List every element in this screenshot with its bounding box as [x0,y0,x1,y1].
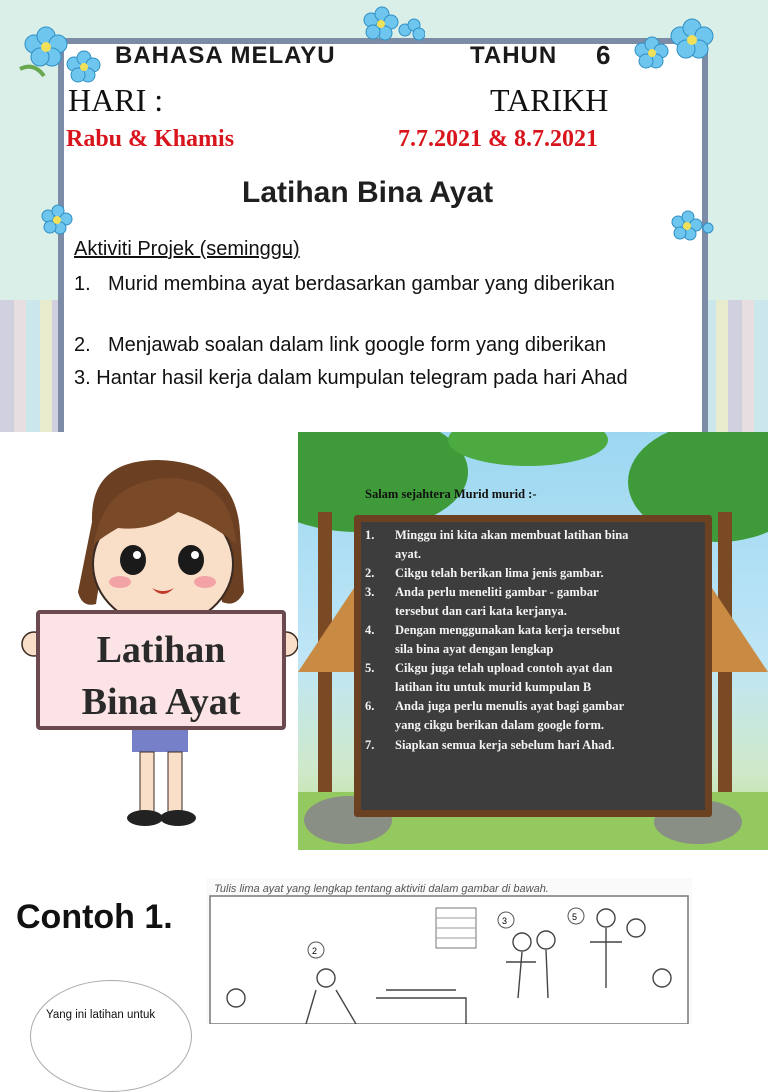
svg-text:3: 3 [502,916,508,926]
flower-small-left-icon [34,202,82,238]
day-label: HARI : [68,82,164,118]
step-number: 2. [74,334,91,356]
board-item-text: Minggu ini kita akan membuat latihan bina [395,528,629,542]
step-number: 3. [74,367,91,389]
lesson-title: Latihan Bina Ayat [242,176,494,209]
year-label: TAHUN [470,42,558,69]
flower-cluster-left-icon [14,14,114,84]
svg-text:5: 5 [572,912,578,922]
activity-step [74,331,704,360]
step-text: Murid membina ayat berdasarkan gambar yang diberikan [108,273,615,295]
board-item-text: Anda juga perlu menulis ayat bagi gambar [395,699,625,713]
activity-heading: Aktiviti Projek (seminggu) [74,238,300,260]
board-item-text: Cikgu telah berikan lima jenis gambar. [395,566,604,580]
board-item-text: Siapkan semua kerja sebelum hari Ahad. [395,738,615,752]
board-greeting: Salam sejahtera Murid murid :- [365,487,537,501]
flower-cluster-top-icon [355,2,425,46]
board-item-number: 7. [365,738,375,752]
board-item-number: 1. [365,528,375,542]
board-item-number: 3. [365,585,375,599]
flower-small-right-icon [664,208,720,244]
example-worksheet-image [206,878,692,1024]
subject-title: BAHASA MELAYU [115,42,336,69]
sign-text-line1: Latihan [96,629,226,671]
board-item-text: Cikgu juga telah upload contoh ayat dan [395,661,613,675]
worksheet-instruction: Tulis lima ayat yang lengkap tentang aktiviti dalam gambar di bawah. [214,883,549,895]
board-item-text: Anda perlu meneliti gambar - gambar [395,585,599,599]
activity-step [74,364,694,393]
year-number: 6 [596,40,611,70]
board-item-text: yang cikgu berikan dalam google form. [395,718,605,732]
board-item-text: tersebut dan cari kata kerjanya. [395,604,567,618]
board-item-text: ayat. [395,547,422,561]
board-item-text: latihan itu untuk murid kumpulan B [395,680,592,694]
board-item-number: 5. [365,661,375,675]
worksheet-sketch-illustration [206,878,692,1024]
date-label: TARIKH [490,82,609,118]
example-heading: Contoh 1. [16,898,173,936]
step-text: Menjawab soalan dalam link google form yang diberikan [108,334,607,356]
note-bubble [30,980,192,1092]
board-item-text: Dengan menggunakan kata kerja tersebut [395,623,621,637]
day-value: Rabu & Khamis [66,126,235,152]
step-number: 1. [74,273,91,295]
flower-cluster-right-icon [620,10,730,82]
note-text: Yang ini latihan untuk [46,1009,156,1021]
svg-text:2: 2 [312,946,318,956]
activity-step [74,270,694,328]
step-text: Hantar hasil kerja dalam kumpulan telegram pada hari Ahad [96,367,628,389]
board-item-number: 2. [365,566,375,580]
sign-text-line2: Bina Ayat [81,681,241,723]
date-value: 7.7.2021 & 8.7.2021 [398,126,598,152]
board-item-text: sila bina ayat dengan lengkap [395,642,554,656]
board-item-number: 6. [365,699,375,713]
board-item-number: 4. [365,623,375,637]
